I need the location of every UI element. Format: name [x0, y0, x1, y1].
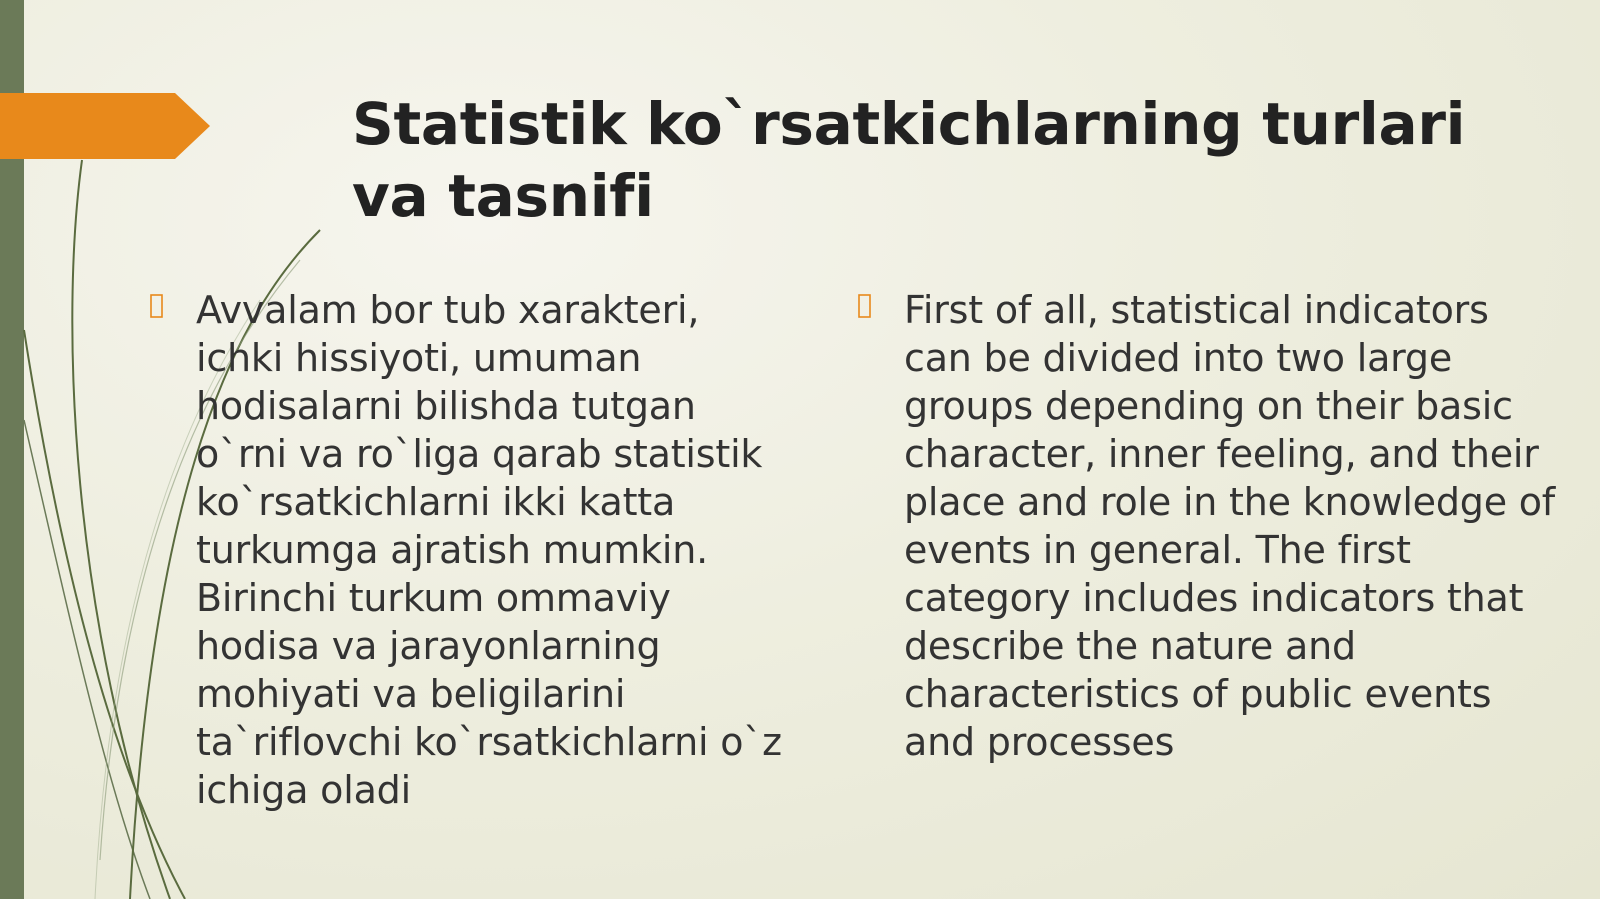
bullet-text-uzbek: Avvalam bor tub xarakteri, ichki hissiyoti, umuman hodisalarni bilishda tutgan o`rni va ro`liga qarab statistik ko`rsatkichlarni ikki katta turkumga ajratish mumkin. Birinchi turkum ommaviy hodisa va jarayonlarning mohiyati va beligilarini ta`riflovchi ko`rsatkichlarni o`z ichiga oladi — [196, 288, 782, 812]
bullet-item — [858, 286, 1558, 766]
right-column — [858, 286, 1558, 766]
bullet-item — [150, 286, 790, 814]
accent-arrow-shape — [0, 93, 210, 159]
left-column — [150, 286, 790, 814]
bullet-text-english: First of all, statistical indicators can be divided into two large groups depending on their basic character, inner feeling, and their place and role in the knowledge of events in general. The first category includes indicators that describe the nature and characteristics of public events and processes — [904, 288, 1555, 764]
square-bullet-icon — [150, 286, 196, 324]
slide-title: Statistik ko`rsatkichlarning turlari va tasnifi — [352, 90, 1466, 230]
square-bullet-icon — [858, 286, 904, 324]
